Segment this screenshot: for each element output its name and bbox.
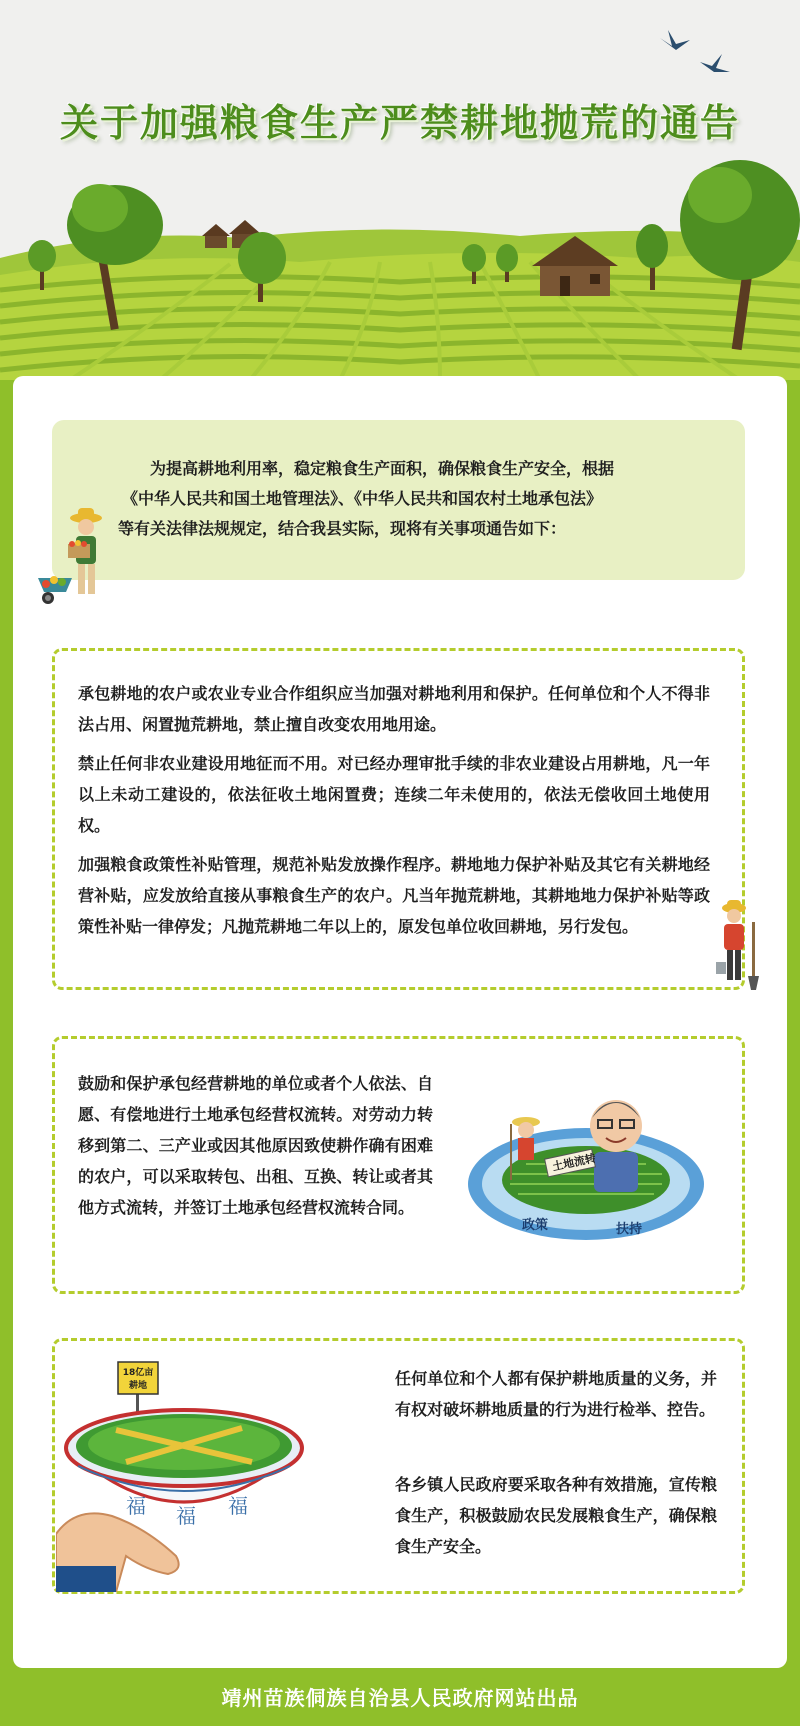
flag-text-line-1: 18亿亩 (122, 1368, 154, 1378)
section-2-paragraph-1: 鼓励和保护承包经营耕地的单位或者个人依法、自愿、有偿地进行土地承包经营权流转。对劳动力转移到第二、三产业或因其他原因致使耕作确有困难的农户，可以采取转包、出租、互换、转让或者其他方式流转，并签订土地承包经营权流转合同。 (78, 1074, 433, 1217)
intro-line-2: 《中华人民共和国土地管理法》、《中华人民共和国农村土地承包法》 (122, 489, 603, 508)
land-transfer-drawing (466, 1088, 716, 1248)
flag-text-line-2: 耕地 (128, 1381, 147, 1391)
policy-label: 政策 (522, 1218, 549, 1233)
page-title: 关于加强粮食生产严禁耕地抛荒的通告 (59, 101, 740, 145)
bowl-character-left: 福 (126, 1494, 146, 1518)
worker-shovel-illustration (714, 896, 764, 992)
bowl-character-right: 福 (228, 1494, 248, 1518)
rice-bowl-drawing (56, 1356, 312, 1592)
section-1-paragraph-1: 承包耕地的农户或农业专业合作组织应当加强对耕地利用和保护。任何单位和个人不得非法占用、闲置抛荒耕地，禁止擅自改变农用地用途。 (78, 684, 710, 734)
section-3-paragraph-1: 任何单位和个人都有保护耕地质量的义务，并有权对破坏耕地质量的行为进行检举、控告。 (395, 1369, 717, 1419)
section-1-paragraph-3: 加强粮食政策性补贴管理，规范补贴发放操作程序。耕地地力保护补贴及其它有关耕地经营补贴，应发放给直接从事粮食生产的农户。凡当年抛荒耕地，其耕地地力保护补贴等政策性补贴一律停发；凡抛荒耕地二年以上的，原发包单位收回耕地，另行发包。 (78, 855, 710, 936)
footer-credit: 靖州苗族侗族自治县人民政府网站出品 (221, 1686, 579, 1710)
header-banner (0, 0, 800, 380)
bowl-character-middle: 福 (176, 1504, 196, 1528)
land-transfer-sign: 土地流转 (551, 1151, 597, 1174)
section-1-paragraph-2: 禁止任何非农业建设用地征而不用。对已经办理审批手续的非农业建设占用耕地，凡一年以上未动工建设的，依法征收土地闲置费；连续二年未使用的，依法无偿收回土地使用权。 (78, 754, 710, 835)
farmland-landscape-illustration (0, 0, 800, 380)
intro-text (118, 454, 718, 544)
land-transfer-illustration (466, 1088, 716, 1248)
intro-line-1: 为提高耕地利用率，稳定粮食生产面积，确保粮食生产安全，根据 (150, 459, 615, 478)
intro-line-3: 等有关法律法规规定，结合我县实际，现将有关事项通告如下： (118, 519, 567, 538)
rice-bowl-illustration (56, 1356, 312, 1592)
farmer-wheelbarrow-illustration (36, 500, 120, 606)
support-label: 扶持 (616, 1222, 643, 1237)
section-3-paragraph-2: 各乡镇人民政府要采取各种有效措施，宣传粮食生产，积极鼓励农民发展粮食生产，确保粮食生产安全。 (395, 1475, 717, 1556)
